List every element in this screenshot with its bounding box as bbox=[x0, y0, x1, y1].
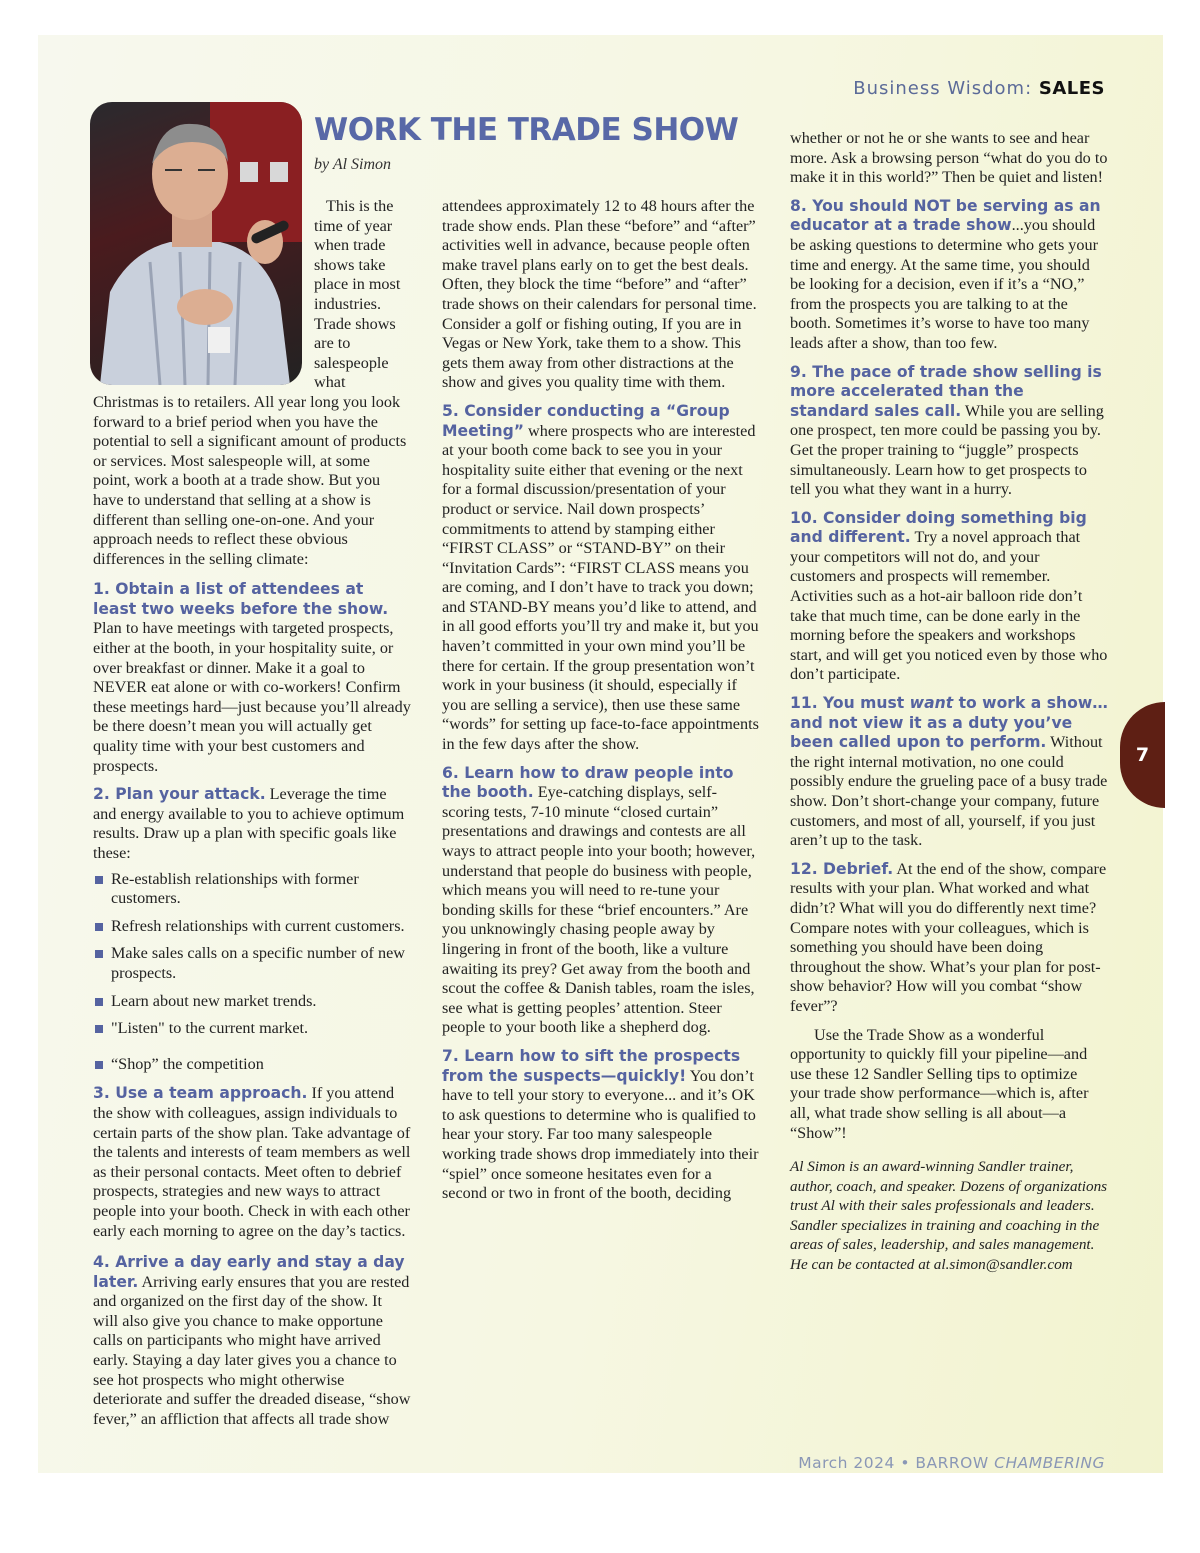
tip-body: At the end of the show, compare results with your plan. What worked and what didn’t? What will you do differently next time? Compare notes with your colleagues, which is something you should have been doing throughout the show. What’s your plan for post-show behavior? How will you combat “show fever”? bbox=[790, 859, 1107, 1015]
list-item: Make sales calls on a specific number of new prospects. bbox=[93, 944, 411, 983]
goal-list bbox=[93, 870, 411, 1075]
tip-heading: 10. Consider doing something big and different. bbox=[790, 508, 1087, 547]
tip-3 bbox=[93, 1084, 411, 1241]
tip-body: Eye-catching displays, self-scoring tests, 7-10 minute “closed curtain” presentations and drawings and contests are all ways to attract people into your booth; however, understand that people do business with people, which means you will need to re-tune your bonding skills for these “brief encounters.” Are you unknowingly chasing people away by lingering in front of the booth, like a vulture awaiting its prey? Get away from the booth and scout the coffee & Danish tables, roam the isles, see what is getting peoples’ attention. Steer people to your booth like a shepherd dog. bbox=[442, 783, 756, 1037]
magazine-name-italic: CHAMBERING bbox=[994, 1454, 1105, 1472]
tip-body: While you are selling one prospect, ten more could be passing you by. Get the proper training to “juggle” prospects simultaneously. Learn how to get prospects to tell you what they want in a hurry. bbox=[790, 401, 1104, 499]
author-bio: Al Simon is an award-winning Sandler trainer, author, coach, and speaker. Dozens of organizations trust Al with their sales professionals and leaders. Sandler specializes in training and coaching in the areas of sales, leadership, and sales management. He can be contacted at al.simon@sandler.com bbox=[790, 1158, 1108, 1274]
tip-heading: 1. Obtain a list of attendees at least two weeks before the show. bbox=[93, 580, 389, 618]
tip-7 bbox=[442, 1047, 760, 1204]
tip-8 bbox=[790, 197, 1108, 354]
tip-12 bbox=[790, 860, 1108, 1017]
tip-heading: 3. Use a team approach. bbox=[93, 1084, 308, 1103]
list-item: Re-establish relationships with former customers. bbox=[93, 870, 411, 909]
column-1 bbox=[93, 197, 411, 1438]
tip-5 bbox=[442, 402, 760, 755]
list-item: Refresh relationships with current customers. bbox=[93, 917, 411, 937]
tip-2 bbox=[93, 785, 411, 863]
tip-10 bbox=[790, 509, 1108, 685]
tip-9 bbox=[790, 363, 1108, 500]
tip-heading: 5. Consider conducting a “Group Meeting” bbox=[442, 401, 730, 440]
column-2 bbox=[442, 197, 760, 1213]
section-topic: SALES bbox=[1038, 78, 1105, 99]
tip-4 bbox=[93, 1253, 411, 1429]
tip-heading: 4. Arrive a day early and stay a day later. bbox=[93, 1253, 405, 1291]
tip-7-continued: whether or not he or she wants to see and hear more. Ask a browsing person “what do you do to make it in this world?” Then be quiet and listen! bbox=[790, 129, 1108, 187]
list-item: Learn about new market trends. bbox=[93, 992, 411, 1012]
tip-heading: 6. Learn how to draw people into the booth. bbox=[442, 763, 734, 802]
article-title: WORK THE TRADE SHOW bbox=[314, 112, 739, 148]
tip-11 bbox=[790, 694, 1108, 851]
magazine-name: BARROW bbox=[915, 1454, 989, 1472]
tip-1 bbox=[93, 580, 411, 776]
tip-6 bbox=[442, 764, 760, 1038]
issue-date: March 2024 bbox=[798, 1454, 895, 1472]
tip-body: If you attend the show with colleagues, assign individuals to certain parts of the show plan. Take advantage of the talents and interests of team members as well as their personal contacts. Meet often to debrief prospects, strategies and new ways to attract people into your booth. Check in with each other early each morning to agree on the day’s tactics. bbox=[93, 1084, 411, 1240]
tip-body: Leverage the time and energy available to you to achieve optimum results. Draw up a plan with specific goals like these: bbox=[93, 785, 405, 862]
tip-heading: 8. You should NOT be serving as an educator at a trade show bbox=[790, 196, 1101, 235]
section-header bbox=[853, 78, 1105, 99]
tip-body: Arriving early ensures that you are rested and organized on the first day of the show. It will also give you chance to make opportune calls on participants who might have arrived early. Staying a day later gives you a chance to see hot prospects who might otherwise deteriorate and suffer the dreaded disease, “show fever,” an affliction that affects all trade show bbox=[93, 1272, 411, 1428]
intro-text: Christmas is to retailers. All year long you look forward to a brief period when you have the potential to sell a significant amount of products or services. Most salespeople will, at some point, work a booth at a trade show. But you have to understand that selling at a show is different than selling one-on-one. And your approach needs to reflect these obvious differences in the selling climate: bbox=[93, 392, 407, 568]
tip-heading: 2. Plan your attack. bbox=[93, 785, 266, 804]
tip-body: Without the right internal motivation, no one could possibly endure the grueling pace of a busy trade show. Don’t short-change your company, future customers, and most of all, yourself, if you just aren’t up to the task. bbox=[790, 733, 1108, 850]
tip-body: Plan to have meetings with targeted prospects, either at the booth, in your hospitality suite, or over breakfast or dinner. Make it a goal to NEVER eat alone or with co-workers! Confirm these meetings hard—just because you’ll already be there doesn’t mean you will actually get quality time with your best customers and prospects. bbox=[93, 619, 411, 775]
byline: by Al Simon bbox=[314, 156, 392, 173]
page-number-tab: 7 bbox=[1120, 702, 1165, 808]
list-item: "Listen" to the current market. bbox=[93, 1019, 411, 1039]
tip-body: Try a novel approach that your competitors will not do, and your customers and prospects will remember. Activities such as a hot-air balloon ride don’t take that much time, can be done early in the morning before the speakers and workshops start, and will get you noticed even by those who don’t participate. bbox=[790, 528, 1108, 684]
tip-heading: 11. You must want to work a show… and not view it as a duty you’ve been called upon to perform. bbox=[790, 694, 1108, 752]
tip-body: You don’t have to tell your story to everyone... and it’s OK to ask questions to determine who is qualified to hear your story. Far too many salespeople working trade shows drop immediately into their “spiel” once someone hesitates even for a second or two in front of the booth, deciding bbox=[442, 1066, 759, 1203]
tip-heading: 7. Learn how to sift the prospects from the suspects—quickly! bbox=[442, 1046, 741, 1085]
tip-heading: 12. Debrief. bbox=[790, 859, 894, 878]
list-item: “Shop” the competition bbox=[93, 1055, 411, 1075]
page-footer bbox=[798, 1454, 1105, 1472]
section-label: Business Wisdom: bbox=[853, 78, 1033, 99]
tip-4-continued: attendees approximately 12 to 48 hours after the trade show ends. Plan these “before” and “after” activities well in advance, because people often make travel plans early on to get the best deals. Often, they block the time “before” and “after” trade shows on their calendars for personal time. Consider a golf or fishing outing, If you are in Vegas or New York, take them to a show. This gets them away from other distractions at the show and gives you quality time with them. bbox=[442, 197, 757, 392]
intro-wrapped: This is the time of year when trade shows take place in most industries. Trade shows are to salespeople what bbox=[314, 197, 401, 392]
tip-body: ...you should be asking questions to determine who gets your time and energy. At the same time, you should be looking for a decision, even if it’s a “NO,” from the prospects you are talking to at the booth. Sometimes it’s worse to have too many leads after a show, than too few. bbox=[790, 216, 1098, 352]
tip-body: where prospects who are interested at your booth come back to see you in your hospitality suite either that evening or the next for a formal discussion/presentation of your product or service. Nail down prospects’ commitments to attend by stamping either “FIRST CLASS” or “STAND-BY” on their “Invitation Cards”: “FIRST CLASS means you are coming, and I don’t have to track you down; and STAND-BY means you’d like to attend, and in all good efforts you’ll try and make it, but you haven’t committed in your own mind you’ll be there for certain. If the group presentation won’t work in your business (it should, especially if you are selling a service), then use these same “words” for setting up face-to-face appointments in the few days after the show. bbox=[442, 421, 759, 754]
column-3 bbox=[790, 129, 1108, 1284]
closing-paragraph: Use the Trade Show as a wonderful opportunity to quickly fill your pipeline—and use these 12 Sandler Selling tips to optimize your trade show performance—which is, after all, what trade show selling is all about—a “Show”! bbox=[790, 1025, 1089, 1142]
tip-heading: 9. The pace of trade show selling is more accelerated than the standard sales call. bbox=[790, 362, 1102, 420]
footer-separator: • bbox=[900, 1454, 910, 1472]
